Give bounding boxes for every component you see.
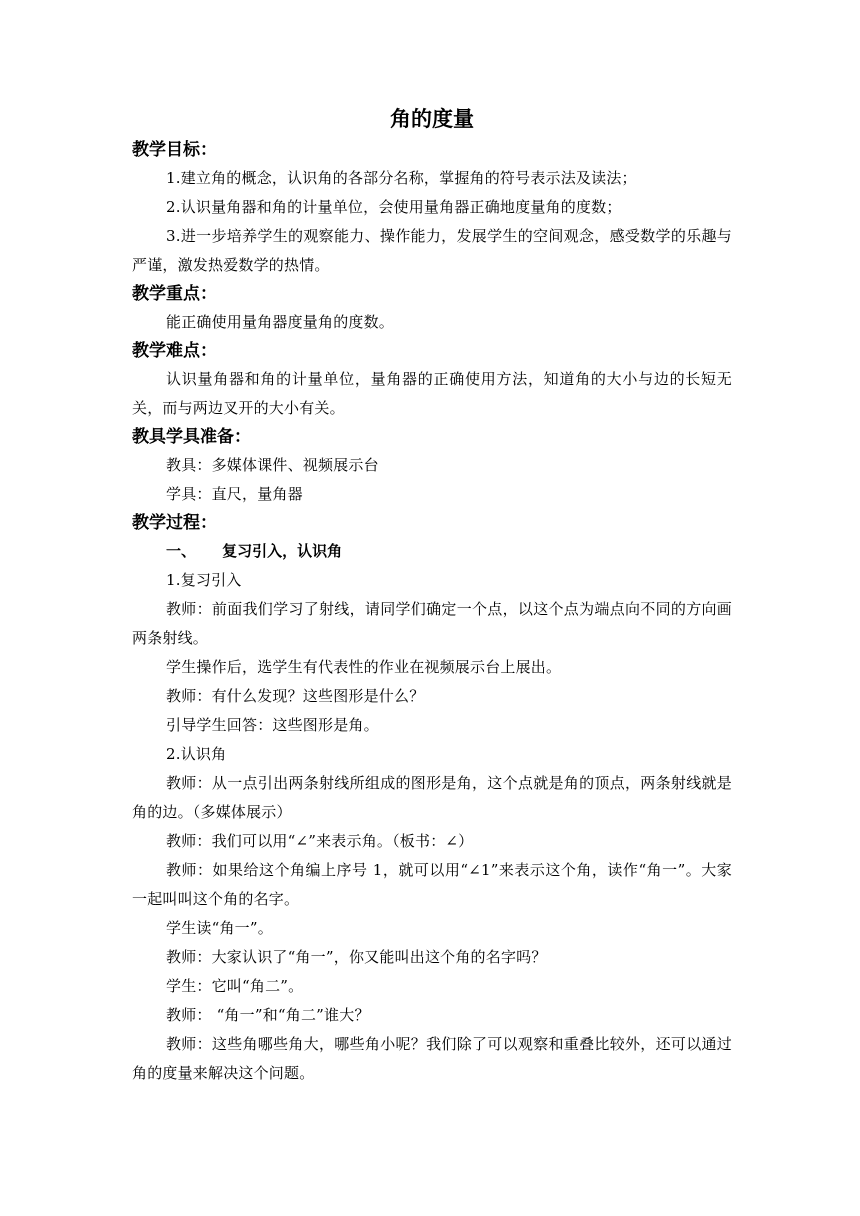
goal-item-2: 2.认识量角器和角的计量单位，会使用量角器正确地度量角的度数；: [166, 198, 622, 216]
heading-teaching-goals: 教学目标：: [132, 140, 217, 160]
heading-materials: 教具学具准备：: [132, 427, 251, 447]
process-line: 教师： “角一”和“角二”谁大？: [166, 1006, 370, 1024]
heading-key-points: 教学重点：: [132, 284, 217, 304]
process-part-1-number: 一、: [166, 542, 197, 560]
process-line: 教师：这些角哪些角大，哪些角小呢？我们除了可以观察和重叠比较外，还可以通过角的度量来解决这个问题。: [132, 1035, 732, 1082]
process-line: 2.认识角: [166, 745, 227, 763]
goal-item-1: 1.建立角的概念，认识角的各部分名称，掌握角的符号表示法及读法；: [166, 169, 637, 187]
process-line: 教师：大家认识了“角一”，你又能叫出这个角的名字吗？: [166, 948, 547, 966]
materials-teacher: 教具：多媒体课件、视频展示台: [166, 456, 379, 474]
process-line: 教师：有什么发现？这些图形是什么？: [166, 687, 425, 705]
process-line: 学生读“角一”。: [166, 919, 273, 937]
process-line: 教师：前面我们学习了射线，请同学们确定一个点，以这个点为端点向不同的方向画两条射线。: [132, 600, 732, 647]
goal-item-3: 3.进一步培养学生的观察能力、操作能力，发展学生的空间观念，感受数学的乐趣与严谨，激发热爱数学的热情。: [132, 227, 732, 274]
process-line: 教师：如果给这个角编上序号 1，就可以用“∠1”来表示这个角，读作“角一”。大家一起叫叫这个角的名字。: [132, 861, 732, 908]
heading-difficulties: 教学难点：: [132, 341, 217, 361]
process-line: 引导学生回答：这些图形是角。: [166, 716, 379, 734]
materials-student: 学具：直尺，量角器: [166, 485, 303, 503]
process-line: 教师：我们可以用“∠”来表示角。（板书：∠）: [166, 832, 474, 850]
difficulties-text: 认识量角器和角的计量单位，量角器的正确使用方法，知道角的大小与边的长短无关，而与两边叉开的大小有关。: [132, 370, 732, 417]
process-part-1-title: 复习引入，认识角: [222, 542, 343, 560]
process-part-1-heading: [132, 537, 732, 566]
heading-process: 教学过程：: [132, 513, 217, 533]
process-line: 1.复习引入: [166, 571, 242, 589]
document-title: 角的度量: [390, 107, 474, 131]
process-line: 教师：从一点引出两条射线所组成的图形是角，这个点就是角的顶点，两条射线就是角的边。（多媒体展示）: [132, 774, 732, 821]
key-points-text: 能正确使用量角器度量角的度数。: [166, 313, 395, 331]
process-line: 学生操作后，选学生有代表性的作业在视频展示台上展出。: [166, 658, 562, 676]
document-page: [132, 102, 732, 1088]
process-line: 学生：它叫“角二”。: [166, 977, 304, 995]
